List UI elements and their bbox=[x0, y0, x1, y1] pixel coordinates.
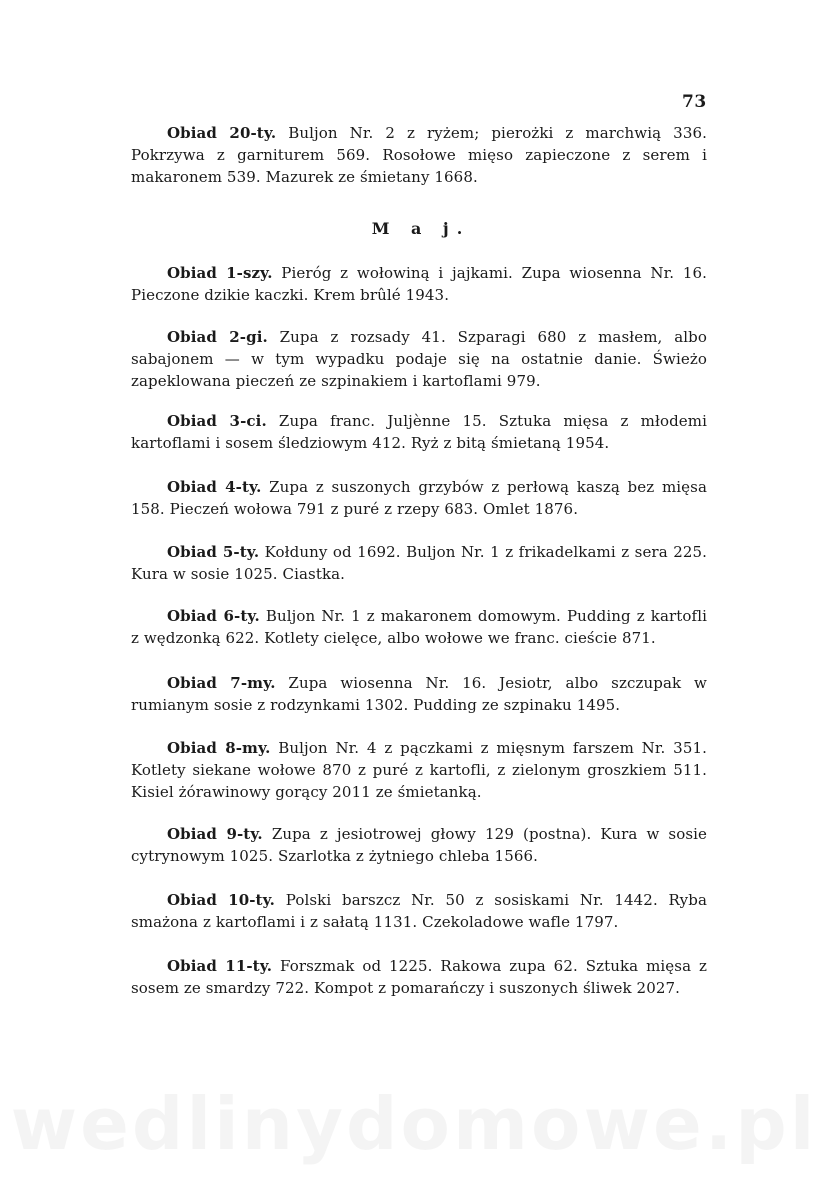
menu-entry-1 bbox=[131, 262, 707, 306]
entry-label: Obiad 10-ty. bbox=[167, 891, 276, 909]
entry-text: Buljon Nr. 4 z pączkami z mięsnym farszem Nr. 351. Kotlety siekane wołowe 870 z puré z kartofli, z zielonym groszkiem 511. Kisiel żórawinowy gorący 2011 ze śmietanką. bbox=[131, 739, 707, 801]
entry-text: Buljon Nr. 2 z ryżem; pierożki z marchwią 336. Pokrzywa z garniturem 569. Rosołowe mięso zapieczone z serem i makaronem 539. Mazurek ze śmietany 1668. bbox=[131, 124, 707, 186]
entry-text: Zupa z jesiotrowej głowy 129 (postna). Kura w sosie cytrynowym 1025. Szarlotka z żytniego chleba 1566. bbox=[131, 825, 708, 865]
entry-label: Obiad 6-ty. bbox=[167, 607, 260, 625]
entry-text: Buljon Nr. 1 z makaronem domowym. Pudding z kartofli z wędzonką 622. Kotlety cielęce, albo wołowe we franc. cieście 871. bbox=[131, 607, 708, 647]
entry-label: Obiad 9-ty. bbox=[167, 825, 263, 843]
entry-label: Obiad 20-ty. bbox=[167, 124, 277, 142]
entry-label: Obiad 4-ty. bbox=[167, 478, 262, 496]
section-title: M a j. bbox=[371, 219, 471, 238]
menu-entry-11 bbox=[131, 955, 707, 999]
menu-entry-2 bbox=[131, 326, 707, 392]
entry-label: Obiad 11-ty. bbox=[167, 957, 273, 975]
entry-label: Obiad 2-gi. bbox=[167, 328, 268, 346]
entry-label: Obiad 1-szy. bbox=[167, 264, 273, 282]
entry-text: Pieróg z wołowiną i jajkami. Zupa wiosenna Nr. 16. Pieczone dzikie kaczki. Krem brûlé 1943. bbox=[131, 264, 707, 304]
menu-entry-9 bbox=[131, 823, 707, 867]
entry-text: Forszmak od 1225. Rakowa zupa 62. Sztuka mięsa z sosem ze smardzy 722. Kompot z pomarańczy i suszonych śliwek 2027. bbox=[131, 957, 707, 997]
watermark bbox=[0, 1082, 828, 1166]
entry-label: Obiad 3-ci. bbox=[167, 412, 267, 430]
entry-text: Zupa franc. Juljènne 15. Sztuka mięsa z młodemi kartoflami i sosem śledziowym 412. Ryż z bitą śmietaną 1954. bbox=[131, 412, 708, 452]
menu-entry-10 bbox=[131, 889, 707, 933]
entry-text: Zupa z suszonych grzybów z perłową kaszą bez mięsa 158. Pieczeń wołowa 791 z puré z rzepy 683. Omlet 1876. bbox=[131, 478, 707, 518]
menu-entry-5 bbox=[131, 541, 707, 585]
entry-text: Zupa z rozsady 41. Szparagi 680 z masłem, albo sabajonem — w tym wypadku podaje się na ostatnie danie. Świeżo zapeklowana pieczeń ze szpinakiem i kartoflami 979. bbox=[131, 328, 707, 390]
menu-entry-4 bbox=[131, 476, 707, 520]
menu-entry-6 bbox=[131, 605, 707, 649]
menu-entry-8 bbox=[131, 737, 707, 803]
menu-entry-20 bbox=[131, 122, 707, 188]
entry-label: Obiad 5-ty. bbox=[167, 543, 260, 561]
menu-entry-3 bbox=[131, 410, 707, 454]
entry-text: Kołduny od 1692. Buljon Nr. 1 z frikadelkami z sera 225. Kura w sosie 1025. Ciastka. bbox=[131, 543, 707, 583]
page-number: 73 bbox=[682, 92, 707, 112]
menu-entry-7 bbox=[131, 672, 707, 716]
entry-label: Obiad 7-my. bbox=[167, 674, 276, 692]
entry-label: Obiad 8-my. bbox=[167, 739, 271, 757]
entry-text: Polski barszcz Nr. 50 z sosiskami Nr. 1442. Ryba smażona z kartoflami i z sałatą 1131. Czekoladowe wafle 1797. bbox=[131, 891, 708, 931]
entry-text: Zupa wiosenna Nr. 16. Jesiotr, albo szczupak w rumianym sosie z rodzynkami 1302. Pudding ze szpinaku 1495. bbox=[131, 674, 707, 714]
